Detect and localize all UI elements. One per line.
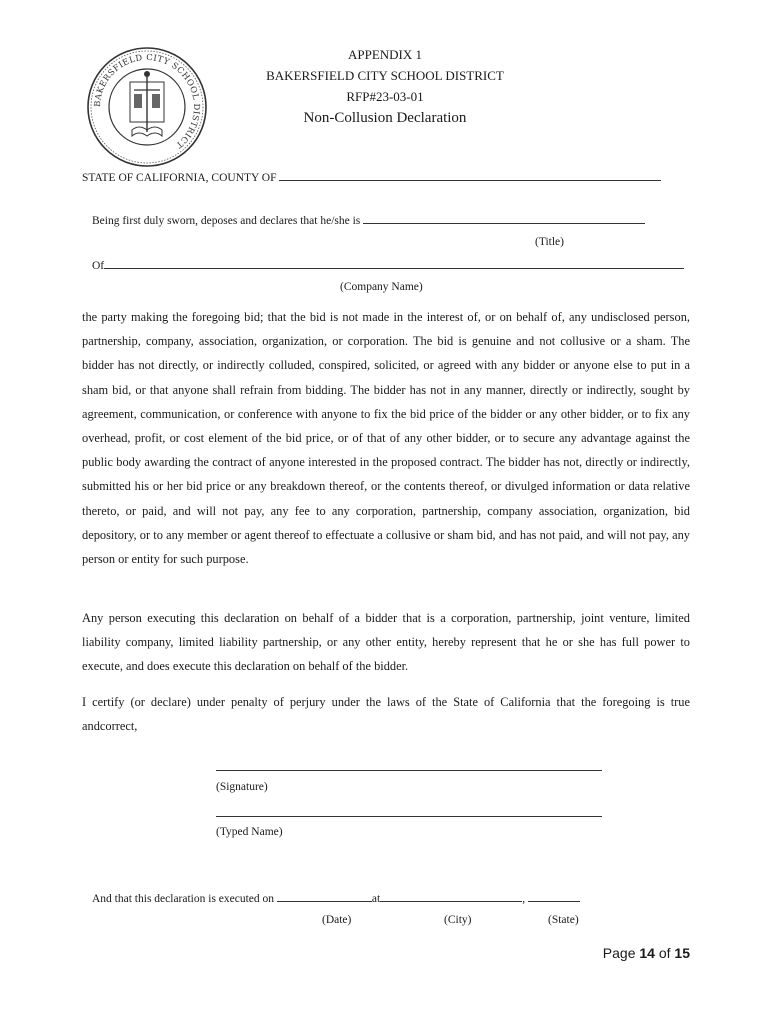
page-title: Non-Collusion Declaration <box>303 110 467 126</box>
district-name: BAKERSFIELD CITY SCHOOL DISTRICT <box>266 68 504 83</box>
city-caption: (City) <box>444 914 472 926</box>
state-field[interactable] <box>528 892 580 902</box>
page-of: of <box>654 945 675 961</box>
date-field[interactable] <box>277 892 372 902</box>
signature-field[interactable] <box>216 770 602 771</box>
of-row <box>92 259 684 272</box>
title-field[interactable] <box>363 214 645 224</box>
page-prefix: Page <box>602 945 640 961</box>
company-name-field[interactable] <box>104 259 684 269</box>
company-name-caption: (Company Name) <box>340 281 423 293</box>
state-caption: (State) <box>548 914 579 926</box>
sworn-label: Being first duly sworn, deposes and declares that he/she is <box>92 215 361 227</box>
signature-caption: (Signature) <box>216 781 268 793</box>
execution-row <box>92 892 580 905</box>
body-paragraph-1: the party making the foregoing bid; that the bid is not made in the interest of, or on behalf of, any undisclosed person, partnership, company, association, organization, or corporation. The bid is genuine and not collusive or a sham. The bidder has not directly, or indirectly colluded, conspired, solicited, or agreed with any bidder or anyone else to put in a sham bid, or that anyone shall refrain from bidding. The bidder has not in any manner, directly or indirectly, sought by agreement, communication, or conference with anyone to fix the bid price of the bidder or any other bidder, or to fix any overhead, profit, or cost element of the bid price, or of that of any other bidder, or to secure any advantage against the public body awarding the contract of anyone interested in the proposed contract. The bidder has not, directly or indirectly, submitted his or her bid price or any breakdown thereof, or the contents thereof, or divulged information or data relative thereto, or paid, and will not pay, any fee to any corporation, partnership, company association, organization, bid depository, or to any member or agent thereof to effectuate a collusive or sham bid, and has not paid, and will not pay, any person or entity for such purpose. <box>82 310 690 567</box>
appendix-label: APPENDIX 1 <box>347 47 423 62</box>
at-label: at <box>371 893 381 905</box>
state-county-row <box>82 171 661 184</box>
typed-name-field[interactable] <box>216 816 602 817</box>
seal-text: BAKERSFIELD CITY SCHOOL DISTRICT <box>91 51 203 151</box>
body-paragraph-2: Any person executing this declaration on behalf of a bidder that is a corporation, partnership, joint venture, limited liability company, limited liability partnership, or any other entity, hereby represent that he or she has full power to execute, and does execute this declaration on behalf of the bidder. <box>82 611 690 674</box>
state-county-label: STATE OF CALIFORNIA, COUNTY OF <box>82 172 277 184</box>
typed-name-caption: (Typed Name) <box>216 826 283 838</box>
execution-label: And that this declaration is executed on <box>92 893 275 905</box>
page-number <box>603 945 690 961</box>
page-current: 14 <box>639 945 655 961</box>
rfp-number: RFP#23-03-01 <box>346 89 424 104</box>
date-caption: (Date) <box>322 914 352 926</box>
city-field[interactable] <box>380 892 522 902</box>
page-total: 15 <box>674 945 690 961</box>
county-field[interactable] <box>279 171 661 181</box>
title-caption: (Title) <box>535 236 564 248</box>
comma-label: , <box>522 893 526 905</box>
certification-paragraph: I certify (or declare) under penalty of perjury under the laws of the State of California that the foregoing is true andcorrect, <box>82 695 690 734</box>
district-seal-icon <box>86 46 208 168</box>
of-label: Of <box>92 260 105 272</box>
sworn-row <box>92 214 645 227</box>
